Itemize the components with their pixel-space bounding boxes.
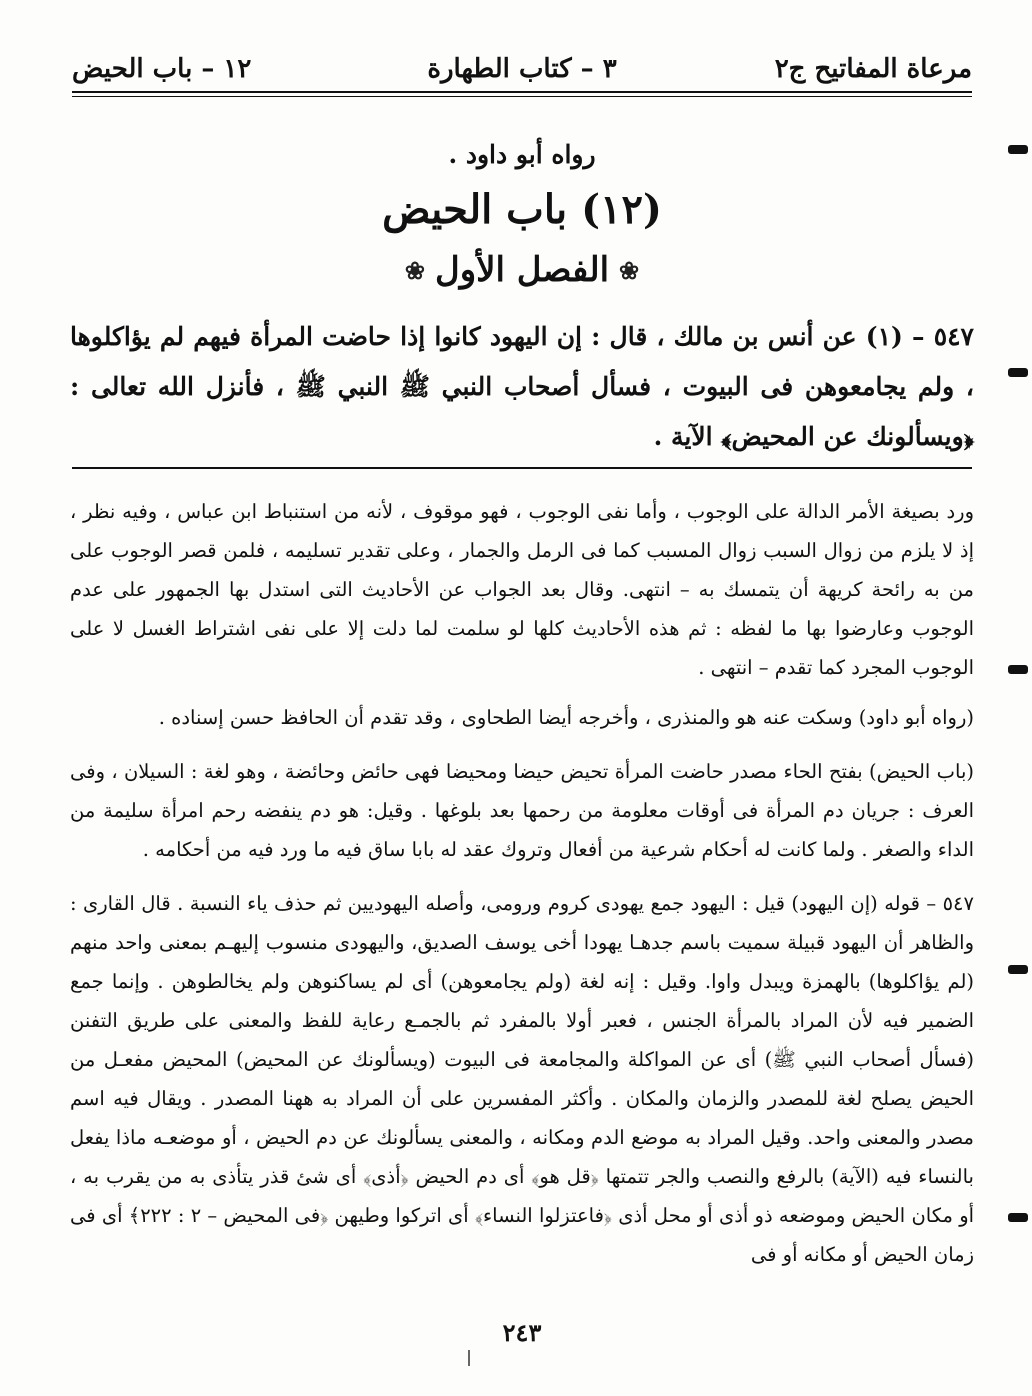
page-edge-mark <box>1008 145 1028 154</box>
page-edge-mark <box>1008 665 1028 674</box>
running-header <box>72 50 972 94</box>
ornament-icon: ❀ <box>404 255 425 285</box>
hadith-divider <box>72 467 972 469</box>
hadith-text: ٥٤٧ – (١) عن أنس بن مالك ، قال : إن اليهود كانوا إذا حاضت المرأة فيهم لم يؤاكلوها ، ولم يجامعوهن فى البيوت ، فسأل أصحاب النبي ﷺ النبي ﷺ ، فأنزل الله تعالى : ﴿ويسألونك عن المحيض﴾ الآية . <box>70 322 974 451</box>
commentary-paragraph: ورد بصيغة الأمر الدالة على الوجوب ، وأما نفى الوجوب ، فهو موقوف ، لأنه من استنباط ابن عباس ، وفيه نظر ، إذ لا يلزم من زوال السبب زوال المسبب كما فى الرمل والجمار ، وعلى تقدير تسليمه ، فلمن قصر الوجوب على من به رائحة كريهة أن يتمسك به – انتهى. وقال بعد الجواب عن الأحاديث التى استدل بها الجمهور على عدم الوجوب وعارضوا بها ما لفظه : ثم هذه الأحاديث كلها لو سلمت لما دلت إلا على نفى اشتراط الغسل لا على الوجوب المجرد كما تقدم – انتهى . <box>70 500 974 679</box>
chapter-title: (١٢) باب الحيض <box>382 186 662 233</box>
scan-tick-mark <box>468 1350 470 1366</box>
transmission-note: رواه أبو داود . <box>448 140 596 169</box>
section-heading <box>72 250 972 290</box>
commentary-paragraph: (باب الحيض) بفتح الحاء مصدر حاضت المرأة تحيض حيضا ومحيضا فهى حائض وحائضة ، وهو لغة : السيلان ، وفى العرف : جريان دم المرأة فى أوقات معلومة من رحمها بعد بلوغها . وقيل: هو دم ينفضه رحم امرأة سليمة من الداء والصغر . ولما كانت له أحكام شرعية من أفعال وتروك عقد له بابا ساق فيه ما ورد فيه من أحكامه . <box>70 760 974 861</box>
header-chapter-title: ١٢ – باب الحيض <box>72 54 252 84</box>
commentary-paragraph: ٥٤٧ – قوله (إن اليهود) قيل : اليهود جمع يهودى كروم ورومى، وأصله اليهوديين ثم حذف ياء النسبة . قال القارى : والظاهر أن اليهود قبيلة سميت باسم جدهـا يهودا أخى يوسف الصديق، واليهودى منسوب إليهـم بمعنى واحد منهم (لم يؤاكلوها) بالهمزة ويبدل واوا. وقيل : إنه لغة (ولم يجامعوهن) أى لم يساكنوهن ولم يخالطوهن . وإنما جمع الضمير فيه لأن المراد بالمرأة الجنس ، فعبر أولا بالمفرد ثم بالجمـع رعاية للفظ والمعنى على طريق التفنن (فسأل أصحاب النبي ﷺ) أى عن المواكلة والمجامعة فى البيوت (ويسألونك عن المحيض) المحيض مفعـل من الحيض يصلح لغة للمصدر والزمان والمكان . وأكثر المفسرين على أن المراد به ههنا المصدر . ويقال فيه اسم مصدر والمعنى واحد. وقيل المراد به موضع الدم ومكانه ، والمعنى يسألونك عن دم الحيض ، أو موضعـه ماذا يفعل بالنساء فيه (الآية) بالرفع والنصب والجر تتمتها ﴿قل هو﴾ أى دم الحيض ﴿أذى﴾ أى شئ قذر يتأذى به من يقرب به ، أو مكان الحيض وموضعه ذو أذى أو محل أذى ﴿فاعتزلوا النساء﴾ أى اتركوا وطيهن ﴿فى المحيض – ٢ : ٢٢٢﴾ أى فى زمان الحيض أو مكانه أو فى <box>70 892 975 1266</box>
commentary <box>70 492 974 1285</box>
page-edge-mark <box>1008 368 1028 377</box>
header-book-title: مرعاة المفاتيح ج٢ <box>774 54 972 84</box>
page-number: ٢٤٣ <box>502 1318 542 1347</box>
page-edge-mark <box>1008 1213 1028 1222</box>
ornament-icon: ❀ <box>619 255 640 285</box>
page-edge-mark <box>1008 965 1028 974</box>
commentary-paragraph: (رواه أبو داود) وسكت عنه هو والمنذرى ، وأخرجه أيضا الطحاوى ، وقد تقدم أن الحافظ حسن إسناده . <box>158 706 974 729</box>
header-section-title: ٣ – كتاب الطهارة <box>427 54 617 84</box>
header-double-rule <box>72 91 972 97</box>
section-title: الفصل الأول <box>434 250 610 290</box>
